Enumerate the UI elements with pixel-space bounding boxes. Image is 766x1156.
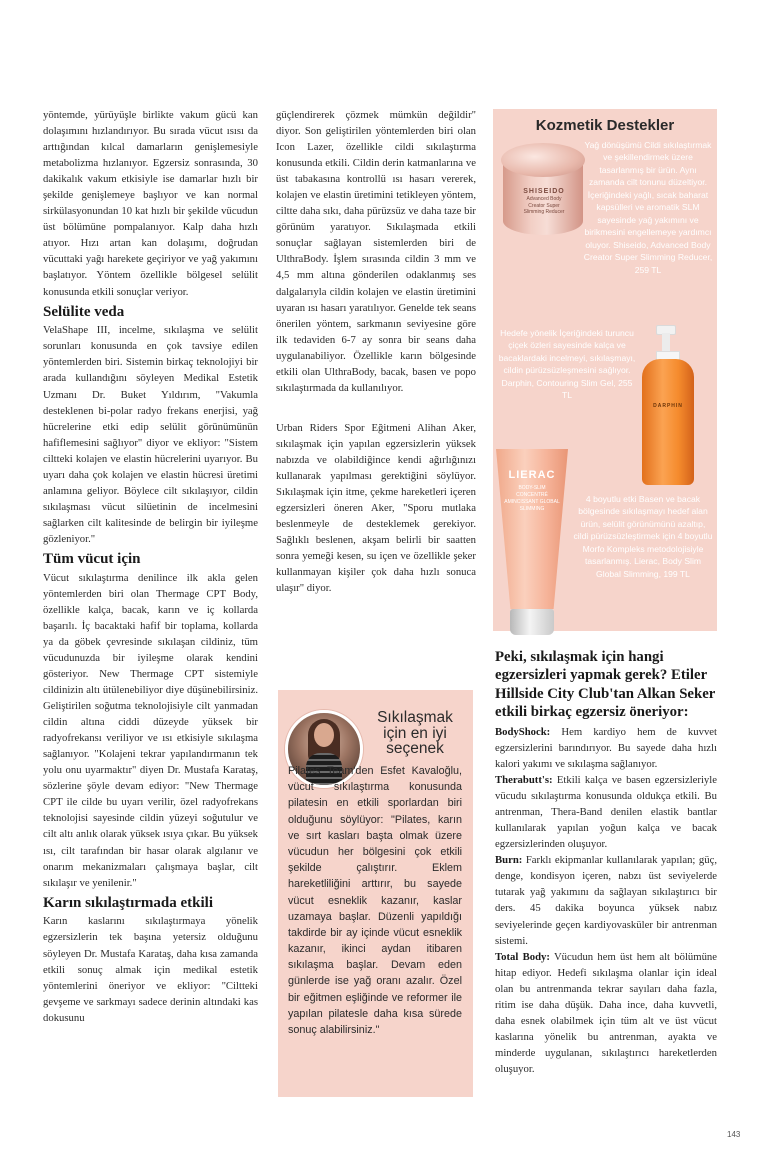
middle-paragraph-2: Urban Riders Spor Eğitmeni Alihan Aker, sıkılaşmak için yapılan egzersizlerin yüksek nabızda ve olabildiğince kendi ağırlığınızı kullanarak yapılması gerektiğini söylüyor. Sıkılaşmak için itme, çekme hareketleri içeren egzersizleri öneren Aker, "Sporu mutlaka beslenmeyle de desteklemek gerekiyor. Sağlıklı beslenen, akşam belirli bir saatten sonra yemeği kesen, su içen ve özellikle şeker kullanmayan kişiler çok daha hızlı sonuca ulaşır" diyor.	[276, 421, 476, 595]
exercise-heading: Peki, sıkılaşmak için hangi egzersizleri yapmak gerek? Etiler Hillside City Club'tan Alkan Seker etkili birkaç egzersiz öneriyor:	[495, 649, 716, 721]
total-body-paragraph	[495, 949, 717, 1077]
total-body-label: Total Body:	[495, 950, 550, 963]
tube-text: BODY-SLIM CONCENTRÉ AMINCISSANT GLOBAL SLIMMING	[504, 485, 560, 512]
column-left	[43, 107, 258, 1026]
column-middle	[276, 107, 476, 596]
bodyshock-paragraph	[495, 724, 717, 772]
jar-lid	[501, 143, 585, 177]
lierac-tube-image	[496, 449, 568, 637]
column-right	[495, 648, 717, 1077]
cosmetic-item-1-text: Yağ dönüşümü Cildi sıkılaştırmak ve şekillendirmek üzere tasarlanmış bir ürün. Aynı zamanda cilt tonunu düzeltiyor. İçeriğindeki yağlı, sıcak baharat kapsülleri ve aromatik SLM sayesinde yağ yakımını ve birikmesini engellemeye yardımcı oluyor. Shiseido, Advanced Body Creator Super Slimming Reducer, 259 TL	[583, 140, 713, 275]
middle-paragraph-1: güçlendirerek çözmek mümkün değildir" diyor. Son geliştirilen yöntemlerden biri olan Icon Lazer, özellikle cildi sıkılaştırma konusunda etkili. Cildin derin katmanlarına ve üst tabakasına kontrollü ısı hasarı vererek, kolajen ve elastin üretimini tetikleyen yöntem, ciltte daha sıkı, daha pürüzsüz ve daha taze bir görünüm yaratıyor. Sıkılaşmada etkili sonuçlar sağlayan sistemlerden biri de UlthraBody. İşlem sırasında cildin 3 mm ve 4,5 mm altına gönderilen odaklanmış ses dalgalarıyla cildin kolajen ve elastin üretimini uyaran ısı hasarı yaratılıyor. Genelde tek seans önerilen yöntem, sarkmanın seviyesine göre ilk tedaviden 6-7 ay sonra bir seans daha uygulanabiliyor. Özellikle karın bölgesinde etkili olan UlthraBody, bacak, basen ve popo sıkılaştırmada da kullanılıyor.	[276, 109, 476, 394]
burn-label: Burn:	[495, 854, 523, 867]
pilates-box-title	[362, 710, 468, 757]
burn-text: Farklı ekipmanlar kullanılarak yapılan; güç, denge, kondisyon içeren, nabzı üst seviyelerde tutarak yağ yakımını da sağlayan sıkılaştırıcı bir ders. 45 dakika boyunca yüksek nabız seviyelerinde geçen kardiyovasküler bir antrenman sistemi.	[495, 854, 717, 947]
heading-karin: Karın sıkılaştırmada etkili	[43, 894, 214, 911]
bodyshock-label: BodyShock:	[495, 725, 551, 738]
pump-neck	[662, 333, 670, 351]
intro-paragraph: yöntemde, yürüyüşle birlikte vakum gücü kan dolaşımını hızlandırıyor. Bu sırada vücut ısısı da arttığından kılcal damarların genişlemesiyle metabolizma hızlanıyor. Egzersiz sonrasında, 30 dakikalık vakum etkisiyle ise damarlar hızlı bir şekilde genişlemeye başlıyor ve kan normal sirkülasyonundan 10 kat hızlı bir şekilde vücudun üst bölümüne pompalanıyor. Kalp daha hızlı atıyor. Hızı artan kan dolaşımı, doğrudan vücuttaki yağı harekete geçiriyor ve yağ yakımını başlatıyor. Yöntem özellikle bölgesel selülit konusunda etkili sonuçlar veriyor.	[43, 109, 258, 298]
jar-label	[519, 187, 569, 223]
jar-brand: SHISEIDO	[523, 188, 565, 195]
jar-text: Advanced Body Creator Super Slimming Reducer	[523, 196, 565, 216]
page-number: 143	[727, 1130, 741, 1139]
therabutt-text: Etkili kalça ve basen egzersizleriyle vücudu sıkılaştırma konusunda oldukça etkili. Bu antrenman, Thera-Band denilen elastik bantlar kullanılarak yapılan yoğun kalça ve bacak egzersizlerinden oluşuyor.	[495, 774, 717, 851]
cosmetic-box-title: Kozmetik Destekler	[535, 117, 675, 134]
tum-vucut-paragraph: Vücut sıkılaştırma denilince ilk akla gelen yöntemlerden biri olan Thermage CPT Body, özellikle kalça, bacak, karın ve iç kollarda başarılı. İç bacaktaki hafif bir toplama, kollarda ya da göbek çevresinde sıkılaşan cildiniz, tüm vücudunuzda bir iyileşme olarak kendini gösteriyor. New Thermage CPT sistemiyle cildinizin altı ütülenebiliyor diye düşünebilirsiniz. Geliştirilen soğutma teknolojisiyle cilt yanmadan cildin altına ciddi düzeyde yüksek bir radyofrekansı veriliyor ve ısı etkisiyle sıkılaşma sağlanıyor. "Kolajeni tekrar yapılandırmanın tek yolu onu uyarmaktır" diyen Dr. Mustafa Karataş, sözlerine şöyle devam ediyor: "New Thermage CPT ile cilde bu uyarı verilir, özel radyofrekans teknolojisi sayesinde cildin yüzeyi soğutulur ve cilt altı anlık olarak yüksek ısıya çıkar. Bu yüksek ısı, cilt tarafından bir hasar olarak algılanır ve onarım mekanizmaları çalışmaya başlar, cilt sıkılaşır ve yenilenir."	[43, 571, 258, 889]
cosmetic-item-2-text: Hedefe yönelik İçeriğindeki turuncu çiçek özleri sayesinde kalça ve bacaklardaki incelmeyi, sıkılaşmayı, cildin pürüzsüzleşmesini sağlıyor. Darphin, Contouring Slim Gel, 255 TL	[498, 328, 636, 401]
heading-selulite-veda: Selülite veda	[43, 303, 125, 320]
darphin-bottle-image	[638, 325, 698, 487]
burn-paragraph	[495, 852, 717, 948]
shiseido-jar-image	[501, 143, 585, 243]
heading-tum-vucut: Tüm vücut için	[43, 550, 141, 567]
karin-paragraph: Karın kaslarını sıkılaştırmaya yönelik egzersizlerin tek başına yetersiz olduğunu söyleyen Dr. Mustafa Karataş, daha kısa zamanda etkili sonuç almak için medikal estetik yöntemlerini öneriyor ve ekliyor: "Ciltteki gevşeme ve sarkmayı sadece derinin altındaki kas dokusunu	[43, 915, 258, 1024]
tube-cap	[510, 609, 554, 635]
therabutt-label: Therabutt's:	[495, 774, 553, 787]
bodyshock-text: Hem kardiyo hem de kuvvet egzersizlerini barındırıyor. Bu sayede daha hızlı kalori yakımı ve sıkılaşma sağlanıyor.	[495, 725, 717, 771]
pilates-box	[278, 690, 473, 1097]
spacer	[276, 396, 476, 420]
pilates-title-line-3: seçenek	[386, 740, 444, 757]
bottle-label: DARPHIN	[653, 403, 683, 409]
cosmetic-item-3-text: 4 boyutlu etki Basen ve bacak bölgesinde sıkılaşmayı hedef alan ürün, selülit görünümünü azaltıp, cildi pürüzsüzleştirmek için 4 boyutlu Morfo Kompleks metodolojisiyle tasarlanmış. Lierac, Body Slim Global Slimming, 199 TL	[573, 494, 713, 579]
tube-label	[504, 469, 560, 513]
photo-face	[314, 723, 334, 747]
selulite-paragraph: VelaShape III, incelme, sıkılaşma ve selülit sorunları konusunda en çok tavsiye edilen yöntemlerden biri. Sistemin birkaç teknolojiyi bir arada kullandığını söyleyen Medikal Estetik Uzmanı Dr. Buket Yıldırım, "Vakumla desteklenen bi-polar radyo frekans enerjisi, yağ hücrelerine etki edip selülit görünümünün hafiflemesini sağlıyor" diyor ve ekliyor: "Sistem ciltteki kolajen ve elastin hücrelerini uyarıyor. Bu uyarı daha çok kolajen ve elastin hücresi üretimi anlamına geliyor. Böylece cilt sıkılaşıyor, cildin sıkılaşması vücut silüetinin de incelmesini sağlarken cilt kalitesinde de belirgin bir iyileşme gözleniyor."	[43, 324, 258, 545]
cosmetic-support-box	[493, 109, 717, 631]
tube-brand: LIERAC	[508, 469, 556, 481]
bottle-body	[642, 359, 694, 485]
pilates-title-line-1: Sıkılaşmak	[377, 709, 453, 726]
therabutt-paragraph	[495, 772, 717, 852]
pilates-title-line-2: için en iyi	[383, 724, 447, 742]
pilates-box-text: Pilates Team'den Esfet Kavaloğlu, vücut sıkılaştırma konusunda pilatesin en etkili sporlardan biri olduğunu söylüyor: "Pilates, karın ve sırt kasları başta olmak üzere vücudun her bölgesini çok etkili şekilde çalıştırır. Eklem hareketliliğini arttırır, bu sayede vücut esneklik kazanır, kaslar uzamaya başlar. Düzenli yapıldığı takdirde bir ay içinde vücut esneklik kazanır, ikinci aydan itibaren sıkılaşma başlar. Devam eden günlerde ise yağ oranı azalır. Özel bir eğitmen eşliğinde ve reformer ile yapılan pilatesle daha kısa sürede sonuç alabilirsiniz."	[288, 765, 462, 1036]
total-body-text: Vücudun hem üst hem alt bölümüne hitap ediyor. Hedefi sıkılaşma olanlar için ideal olan bu antrenmanda tekrar sayıları daha fazla, ritim ise daha düşük. Daha ince, daha kuvvetli, daha esnek olabilmek için tüm alt ve üst vücut kaslarına yönelik bu antrenman, ayakta ve minderde uygulanan, sıkılaştırıcı hareketlerden oluşuyor.	[495, 950, 718, 1075]
